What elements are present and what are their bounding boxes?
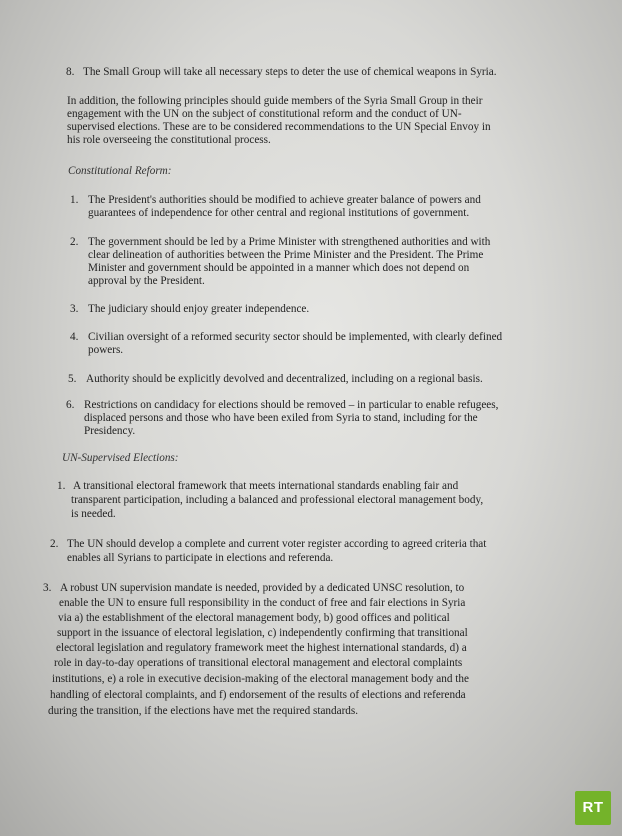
cr-item-1-line: guarantees of independence for other central and regional institutions of government.: [88, 207, 470, 219]
cr-item-5-line: Authority should be explicitly devolved and decentralized, including on a regional basis.: [86, 373, 483, 385]
un-item-3-line: via a) the establishment of the electoral management body, b) good offices and political: [58, 612, 450, 624]
un-item-2-line: The UN should develop a complete and current voter register according to agreed criteria that: [67, 538, 487, 550]
cr-item-1-number: 1.: [70, 194, 79, 206]
un-item-3-number: 3.: [43, 582, 52, 594]
cr-item-2-line: clear delineation of authorities between the Prime Minister and the President. The Prime: [88, 249, 484, 261]
cr-item-3-line: The judiciary should enjoy greater independence.: [88, 303, 310, 315]
cr-item-2-number: 2.: [70, 236, 79, 248]
cr-item-6-line: displaced persons and those who have been exiled from Syria to stand, including for the: [84, 412, 478, 424]
item-8-number: 8.: [66, 66, 75, 78]
intro-line: supervised elections. These are to be considered recommendations to the UN Special Envoy in: [67, 121, 491, 133]
cr-item-5-number: 5.: [68, 373, 77, 385]
cr-item-2-line: Minister and government should be appointed in a manner which does not depend on: [88, 262, 470, 274]
un-item-3-line: during the transition, if the elections have met the required standards.: [48, 705, 359, 717]
un-item-2-number: 2.: [50, 538, 59, 550]
cr-item-2-line: The government should be led by a Prime Minister with strengthened authorities and with: [88, 236, 491, 248]
un-item-3-line: enable the UN to ensure full responsibility in the conduct of free and fair elections in Syria: [59, 597, 466, 609]
un-item-3-line: support in the issuance of electoral legislation, c) independently confirming that transitional: [57, 627, 468, 639]
constitutional-reform-heading: Constitutional Reform:: [68, 165, 172, 177]
cr-item-4-number: 4.: [70, 331, 79, 343]
cr-item-3-number: 3.: [70, 303, 79, 315]
un-elections-heading: UN-Supervised Elections:: [62, 452, 179, 464]
un-item-1-number: 1.: [57, 480, 66, 492]
intro-line: engagement with the UN on the subject of constitutional reform and the conduct of UN-: [67, 108, 462, 120]
un-item-1-line: A transitional electoral framework that meets international standards enabling fair and: [73, 480, 459, 492]
rt-logo: RT: [575, 791, 611, 825]
cr-item-6-number: 6.: [66, 399, 75, 411]
cr-item-1-line: The President's authorities should be modified to achieve greater balance of powers and: [88, 194, 481, 206]
un-item-3-line: handling of electoral complaints, and f) endorsement of the results of elections and referenda: [50, 689, 466, 701]
cr-item-6-line: Restrictions on candidacy for elections should be removed – in particular to enable refugees,: [84, 399, 499, 411]
cr-item-2-line: approval by the President.: [88, 275, 205, 287]
cr-item-4-line: Civilian oversight of a reformed security sector should be implemented, with clearly defined: [88, 331, 503, 343]
cr-item-6-line: Presidency.: [84, 425, 136, 437]
un-item-3-line: electoral legislation and regulatory framework meet the highest international standards, d) a: [56, 642, 467, 654]
un-item-3-line: institutions, e) a role in executive decision-making of the electoral management body and the: [52, 673, 469, 685]
un-item-1-line: is needed.: [71, 508, 116, 520]
un-item-3-line: A robust UN supervision mandate is needed, provided by a dedicated UNSC resolution, to: [60, 582, 465, 594]
un-item-3-line: role in day-to-day operations of transitional electoral management and electoral complaints: [54, 657, 463, 669]
intro-line: In addition, the following principles should guide members of the Syria Small Group in their: [67, 95, 483, 107]
un-item-1-line: transparent participation, including a balanced and professional electoral management body,: [71, 494, 484, 506]
item-8-text: The Small Group will take all necessary steps to deter the use of chemical weapons in Syria.: [83, 66, 497, 78]
intro-line: his role overseeing the constitutional process.: [67, 134, 271, 146]
cr-item-4-line: powers.: [88, 344, 124, 356]
un-item-2-line: enables all Syrians to participate in elections and referenda.: [67, 552, 334, 564]
